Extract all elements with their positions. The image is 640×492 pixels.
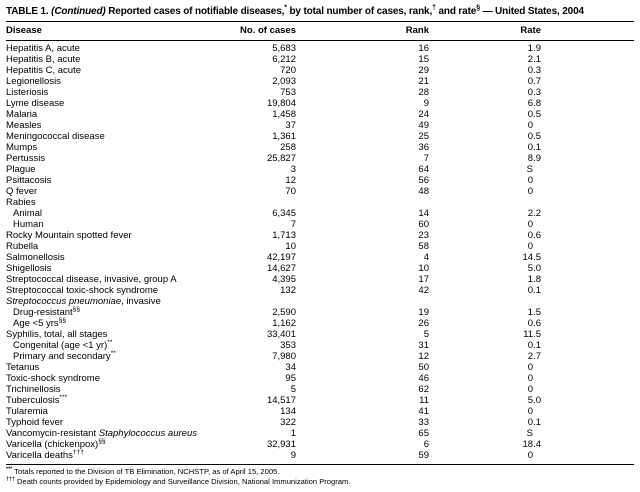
- row-spacer: [541, 362, 634, 373]
- rate-cell: 0: [527, 384, 533, 395]
- rank-cell: 7: [423, 153, 429, 164]
- table-row: [6, 384, 634, 395]
- footnote-marker: ***: [6, 466, 13, 473]
- table-row: [6, 120, 634, 131]
- table-row: [6, 142, 634, 153]
- rank-cell: 10: [418, 263, 429, 274]
- table-row: [6, 274, 634, 285]
- disease-cell: Shigellosis: [6, 263, 52, 274]
- row-spacer: [541, 285, 634, 296]
- cases-cell: 353: [280, 340, 296, 351]
- row-spacer: [541, 318, 634, 329]
- disease-cell: Salmonellosis: [6, 252, 65, 263]
- rate-cell: 14.5: [522, 252, 541, 263]
- row-spacer: [541, 252, 634, 263]
- row-spacer: [541, 131, 634, 142]
- row-spacer: [541, 208, 634, 219]
- disease-cell: Tetanus: [6, 362, 40, 373]
- rate-cell: S: [526, 428, 533, 439]
- table-row: [6, 208, 634, 219]
- table-row: [6, 175, 634, 186]
- row-spacer: [541, 351, 634, 362]
- row-spacer: [541, 417, 634, 428]
- footnote-marker: †††: [6, 476, 15, 483]
- table-row: [6, 362, 634, 373]
- rank-cell: 46: [418, 373, 429, 384]
- disease-cell: Human: [13, 219, 44, 230]
- rate-cell: 11.5: [523, 329, 541, 340]
- disease-cell: Rubella: [6, 241, 39, 252]
- rate-cell: 6.8: [527, 98, 541, 109]
- rate-cell: 5.0: [527, 395, 541, 406]
- cases-cell: 1,361: [272, 131, 296, 142]
- row-spacer: [541, 109, 634, 120]
- rank-cell: 31: [418, 340, 429, 351]
- disease-cell: Streptococcus pneumoniae, invasive: [6, 296, 161, 307]
- row-spacer: [541, 296, 634, 307]
- rate-cell: 5.0: [527, 263, 541, 274]
- rank-cell: 25: [418, 131, 429, 142]
- row-spacer: [541, 120, 634, 131]
- table-row: [6, 318, 634, 329]
- table-row: [6, 373, 634, 384]
- rank-cell: 42: [418, 285, 429, 296]
- cases-cell: 12: [285, 175, 296, 186]
- col-header-rate: Rate: [520, 25, 541, 36]
- rank-cell: 11: [419, 395, 429, 406]
- row-spacer: [541, 395, 634, 406]
- cases-cell: 70: [285, 186, 296, 197]
- disease-cell: Typhoid fever: [6, 417, 64, 428]
- rate-cell: [429, 197, 541, 208]
- table-row: [6, 450, 634, 461]
- disease-cell: Tularemia: [6, 406, 48, 417]
- cases-cell: 4,395: [272, 274, 296, 285]
- rate-cell: 0.3: [527, 65, 541, 76]
- row-spacer: [541, 329, 634, 340]
- cases-cell: 7,980: [272, 351, 296, 362]
- rank-cell: 12: [418, 351, 429, 362]
- column-header-row: [6, 22, 634, 41]
- footnote: [6, 477, 634, 487]
- cases-cell: 720: [280, 65, 296, 76]
- cases-cell: 2,590: [272, 307, 296, 318]
- rank-cell: 64: [418, 164, 429, 175]
- cases-cell: 1,713: [272, 230, 296, 241]
- rank-cell: [296, 296, 429, 307]
- row-spacer: [541, 274, 634, 285]
- cases-cell: 1,162: [272, 318, 296, 329]
- row-spacer: [541, 87, 634, 98]
- rank-cell: 24: [418, 109, 429, 120]
- disease-cell: Syphilis, total, all stages: [6, 329, 108, 340]
- row-spacer: [541, 43, 634, 54]
- row-spacer: [541, 186, 634, 197]
- cases-cell: [202, 296, 296, 307]
- rank-cell: 48: [418, 186, 429, 197]
- row-spacer: [541, 230, 634, 241]
- disease-cell: Congenital (age <1 yr)**: [13, 338, 113, 351]
- rate-cell: 0.1: [527, 285, 541, 296]
- row-spacer: [541, 76, 634, 87]
- disease-cell: Malaria: [6, 109, 38, 120]
- rate-cell: 0.3: [527, 87, 541, 98]
- rate-cell: 1.9: [527, 43, 541, 54]
- cases-cell: 2,093: [272, 76, 296, 87]
- disease-cell: Pertussis: [6, 153, 46, 164]
- table-row: [6, 98, 634, 109]
- rate-cell: 0.5: [527, 131, 541, 142]
- disease-cell: Drug-resistant§§: [13, 305, 81, 318]
- cases-cell: 42,197: [266, 252, 296, 263]
- table-row: [6, 76, 634, 87]
- rate-cell: [429, 296, 541, 307]
- table-body: [6, 41, 634, 465]
- table-row: [6, 329, 634, 340]
- cases-cell: 132: [280, 285, 296, 296]
- cases-cell: 5: [290, 384, 296, 395]
- disease-cell: Trichinellosis: [6, 384, 61, 395]
- cases-cell: 258: [280, 142, 296, 153]
- disease-cell: Meningococcal disease: [6, 131, 105, 142]
- disease-cell: Age <5 yrs§§: [13, 316, 67, 329]
- rank-cell: 17: [418, 274, 429, 285]
- rate-cell: 0: [527, 186, 533, 197]
- disease-cell: Varicella deaths†††: [6, 448, 84, 461]
- cases-cell: 32,931: [266, 439, 296, 450]
- cases-cell: 34: [285, 362, 296, 373]
- disease-cell: Listeriosis: [6, 87, 49, 98]
- disease-cell: Animal: [13, 208, 43, 219]
- disease-cell: Legionellosis: [6, 76, 61, 87]
- disease-cell: Rabies: [6, 197, 36, 208]
- cases-cell: 753: [280, 87, 296, 98]
- cases-cell: 19,804: [266, 98, 296, 109]
- rank-cell: 33: [418, 417, 429, 428]
- row-spacer: [541, 164, 634, 175]
- rate-cell: 0: [527, 450, 533, 461]
- footnote-text: Death counts provided by Epidemiology and Surveillance Division, National Immunization Program.: [14, 477, 351, 486]
- table-row: [6, 164, 634, 175]
- table-row: [6, 296, 634, 307]
- row-spacer: [541, 263, 634, 274]
- rank-cell: 50: [418, 362, 429, 373]
- disease-cell: Hepatitis A, acute: [6, 43, 80, 54]
- rank-cell: 56: [418, 175, 429, 186]
- footnotes: [6, 465, 634, 487]
- row-spacer: [541, 142, 634, 153]
- table-row: [6, 54, 634, 65]
- table-row: [6, 406, 634, 417]
- cases-cell: 25,827: [266, 153, 296, 164]
- table-row: [6, 153, 634, 164]
- rank-cell: 4: [423, 252, 429, 263]
- rate-cell: 0: [527, 362, 533, 373]
- cases-cell: 10: [285, 241, 296, 252]
- rate-cell: 1.8: [527, 274, 541, 285]
- cases-cell: 134: [280, 406, 296, 417]
- row-spacer: [541, 373, 634, 384]
- table-row: [6, 417, 634, 428]
- rate-cell: 18.4: [522, 439, 541, 450]
- rank-cell: 41: [418, 406, 429, 417]
- row-spacer: [541, 406, 634, 417]
- col-header-spacer: [541, 25, 634, 36]
- table-title: TABLE 1. (Continued) Reported cases of notifiable diseases,* by total number of cases, rank,† and rate§ — United States, 2004: [6, 3, 634, 22]
- row-spacer: [541, 153, 634, 164]
- rank-cell: 6: [423, 439, 429, 450]
- row-spacer: [541, 98, 634, 109]
- disease-cell: Toxic-shock syndrome: [6, 373, 100, 384]
- disease-cell: Hepatitis B, acute: [6, 54, 81, 65]
- rate-cell: 2.7: [527, 351, 541, 362]
- rank-cell: 21: [418, 76, 429, 87]
- disease-cell: Vancomycin-resistant Staphylococcus aureus: [6, 428, 197, 439]
- table-row: [6, 241, 634, 252]
- table-row: [6, 395, 634, 406]
- rank-cell: 62: [418, 384, 429, 395]
- table-row: [6, 351, 634, 362]
- rate-cell: 0.7: [527, 76, 541, 87]
- rank-cell: 36: [418, 142, 429, 153]
- table-row: [6, 439, 634, 450]
- disease-cell: Lyme disease: [6, 98, 65, 109]
- cases-cell: 1: [290, 428, 296, 439]
- rate-cell: 0: [527, 175, 533, 186]
- row-spacer: [541, 65, 634, 76]
- rate-cell: S: [526, 164, 533, 175]
- cases-cell: 14,517: [266, 395, 296, 406]
- row-spacer: [541, 241, 634, 252]
- rate-cell: 0.6: [527, 230, 541, 241]
- row-spacer: [541, 175, 634, 186]
- row-spacer: [541, 384, 634, 395]
- cases-cell: 95: [285, 373, 296, 384]
- disease-cell: Streptococcal toxic-shock syndrome: [6, 285, 159, 296]
- rank-cell: [296, 197, 429, 208]
- col-header-rank: Rank: [405, 25, 429, 36]
- cases-cell: 7: [290, 219, 296, 230]
- rank-cell: 58: [418, 241, 429, 252]
- rank-cell: 23: [418, 230, 429, 241]
- disease-cell: Tuberculosis***: [6, 393, 68, 406]
- rank-cell: 16: [418, 43, 429, 54]
- rank-cell: 65: [418, 428, 429, 439]
- rank-cell: 60: [418, 219, 429, 230]
- table-row: [6, 340, 634, 351]
- footnote-text: Totals reported to the Division of TB Elimination, NCHSTP, as of April 15, 2005.: [12, 467, 280, 476]
- footnote: [6, 467, 634, 477]
- table-row: [6, 307, 634, 318]
- table-row: [6, 43, 634, 54]
- rate-cell: 0.1: [527, 340, 541, 351]
- disease-cell: Primary and secondary**: [13, 349, 116, 362]
- cases-cell: 33,401: [266, 329, 296, 340]
- rate-cell: 0.1: [527, 417, 541, 428]
- rate-cell: 0: [527, 241, 533, 252]
- disease-cell: Rocky Mountain spotted fever: [6, 230, 132, 241]
- rank-cell: 9: [423, 98, 429, 109]
- row-spacer: [541, 197, 634, 208]
- row-spacer: [541, 439, 634, 450]
- rank-cell: 14: [418, 208, 429, 219]
- table-row: [6, 263, 634, 274]
- disease-cell: Plague: [6, 164, 36, 175]
- row-spacer: [541, 428, 634, 439]
- rate-cell: 8.9: [527, 153, 541, 164]
- table-row: [6, 186, 634, 197]
- table-row: [6, 197, 634, 208]
- cases-cell: 322: [280, 417, 296, 428]
- col-header-disease: Disease: [6, 25, 42, 36]
- rate-cell: 0.1: [527, 142, 541, 153]
- table-row: [6, 109, 634, 120]
- disease-cell: Varicella (chickenpox)§§: [6, 437, 106, 450]
- table-row: [6, 252, 634, 263]
- disease-cell: Mumps: [6, 142, 38, 153]
- rate-cell: 0: [527, 373, 533, 384]
- cases-cell: 1,458: [272, 109, 296, 120]
- cases-cell: 9: [290, 450, 296, 461]
- table-row: [6, 230, 634, 241]
- rate-cell: 2.2: [527, 208, 541, 219]
- row-spacer: [541, 450, 634, 461]
- rank-cell: 5: [423, 329, 429, 340]
- col-header-cases: No. of cases: [240, 25, 296, 36]
- table-row: [6, 285, 634, 296]
- table-row: [6, 131, 634, 142]
- disease-cell: Q fever: [6, 186, 38, 197]
- rate-cell: 0.6: [527, 318, 541, 329]
- table-row: [6, 219, 634, 230]
- rate-cell: 0: [527, 219, 533, 230]
- rate-cell: 2.1: [527, 54, 541, 65]
- rank-cell: 49: [418, 120, 429, 131]
- rank-cell: 26: [418, 318, 429, 329]
- table-row: [6, 87, 634, 98]
- disease-cell: Psittacosis: [6, 175, 52, 186]
- cases-cell: 6,345: [272, 208, 296, 219]
- disease-cell: Hepatitis C, acute: [6, 65, 81, 76]
- cases-cell: 5,683: [272, 43, 296, 54]
- rate-cell: 0: [527, 406, 533, 417]
- cases-cell: [202, 197, 296, 208]
- cases-cell: 14,627: [266, 263, 296, 274]
- rate-cell: 0: [527, 120, 533, 131]
- row-spacer: [541, 219, 634, 230]
- row-spacer: [541, 54, 634, 65]
- cases-cell: 37: [285, 120, 296, 131]
- rank-cell: 15: [418, 54, 429, 65]
- cases-cell: 3: [290, 164, 296, 175]
- rank-cell: 29: [418, 65, 429, 76]
- row-spacer: [541, 340, 634, 351]
- rate-cell: 0.5: [527, 109, 541, 120]
- table-row: [6, 65, 634, 76]
- rank-cell: 59: [418, 450, 429, 461]
- disease-cell: Measles: [6, 120, 42, 131]
- rank-cell: 19: [418, 307, 429, 318]
- disease-cell: Streptococcal disease, invasive, group A: [6, 274, 177, 285]
- rate-cell: 1.5: [527, 307, 541, 318]
- cases-cell: 6,212: [272, 54, 296, 65]
- rank-cell: 28: [418, 87, 429, 98]
- row-spacer: [541, 307, 634, 318]
